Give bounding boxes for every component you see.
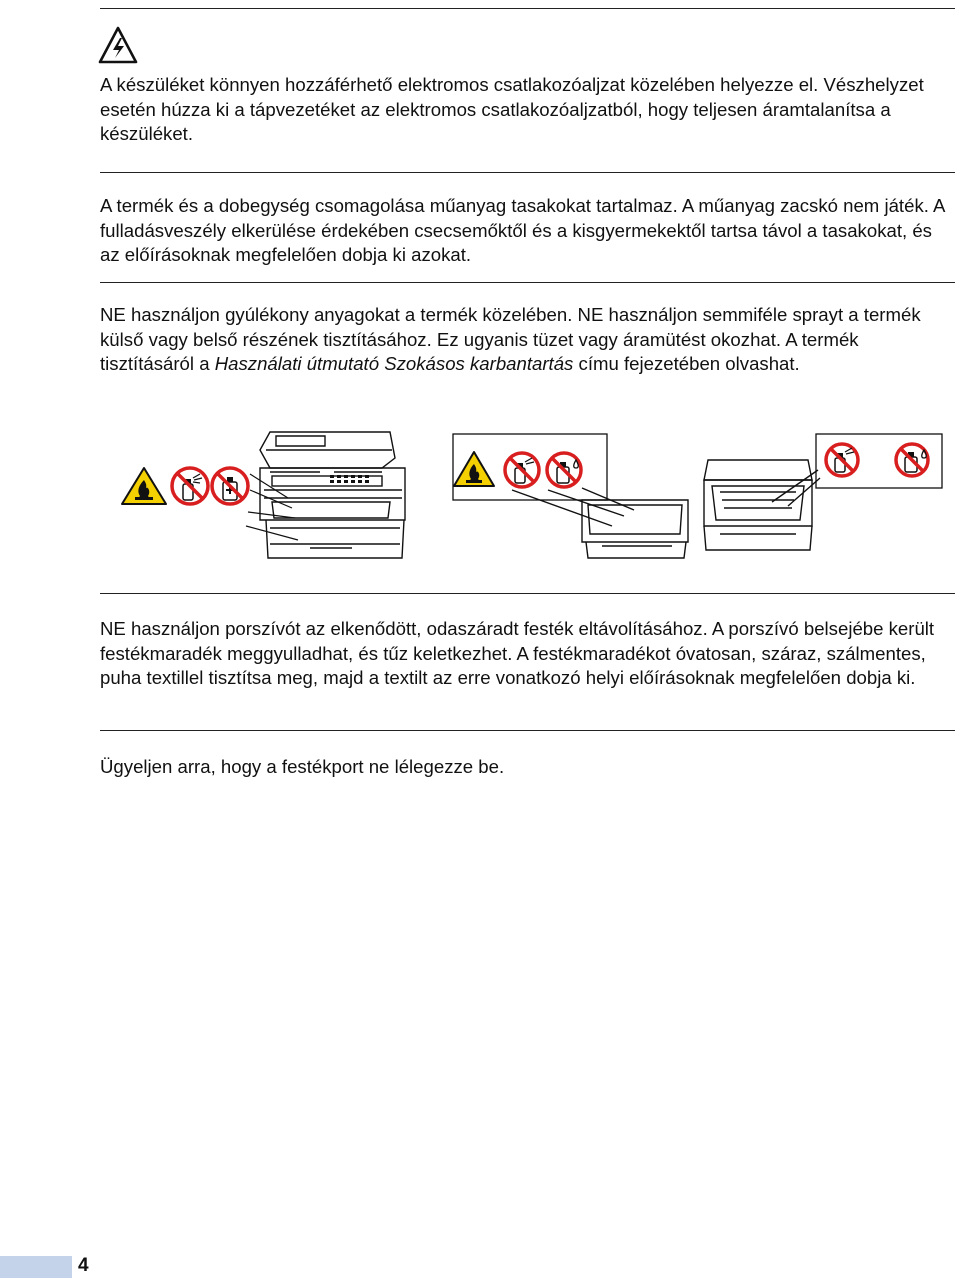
no-flammable-cleaner-icon [896,444,928,476]
no-spray-icon [172,468,208,504]
illustration-printer-a [452,430,692,560]
warning-flammable [100,303,955,377]
electric-shock-warning-icon [98,26,138,66]
divider-1 [100,172,955,173]
warning-toner: Ügyeljen arra, hogy a festékport ne lélegezze be. [100,756,505,777]
divider-3 [100,593,955,594]
flammable-text-a: NE használjon gyúlékony anyagokat a termék közelében. NE használjon semmiféle sprayt a termék külső vagy belső részének tisztításához. Ez ugyanis tüzet vagy áramütést okozhat. A termék tisztításáról a [100,304,921,374]
manual-reference: Használati útmutató Szokásos karbantartás [214,353,574,374]
warning-power-outlet: A készüléket könnyen hozzáférhető elektromos csatlakozóaljzat közelében helyezze el. Vészhelyzet esetén húzza ki a tápvezetéket az elektromos csatlakozóaljzatból, hogy teljesen áramtalanítsa a készüléket. [100,74,924,144]
warning-vacuum: NE használjon porszívót az elkenődött, odaszáradt festék eltávolításához. A porszívó belsejébe került festékmaradék meggyulladhat, és tűz keletkezhet. A festékmaradékot óvatosan, száraz, szálmentes, puha textillel tisztítsa meg, majd a textilt az erre vonatkozó helyi előírásoknak megfelelően dobja ki. [100,618,935,688]
no-flammable-cleaner-icon [547,453,581,487]
illustration-printer-b [700,430,945,560]
no-spray-icon [505,453,539,487]
warning-plastic-bags: A termék és a dobegység csomagolása műanyag tasakokat tartalmaz. A műanyag zacskó nem játék. A fulladásveszély elkerülése érdekében csecsemőktől és a kisgyermekektől tartsa távol a tasakokat, és az előírásoknak megfelelően dobja ki azokat. [100,195,945,265]
page-tab [0,1256,72,1278]
divider-4 [100,730,955,731]
top-rule [100,8,955,9]
page-number: 4 [78,1255,89,1276]
flammable-warning-icon [122,468,166,504]
no-spray-icon [826,444,858,476]
illustration-mfc [120,428,410,568]
no-flammable-cleaner-icon [212,468,248,504]
divider-2 [100,282,955,283]
flammable-text-b: címu fejezetében olvashat. [573,353,800,374]
